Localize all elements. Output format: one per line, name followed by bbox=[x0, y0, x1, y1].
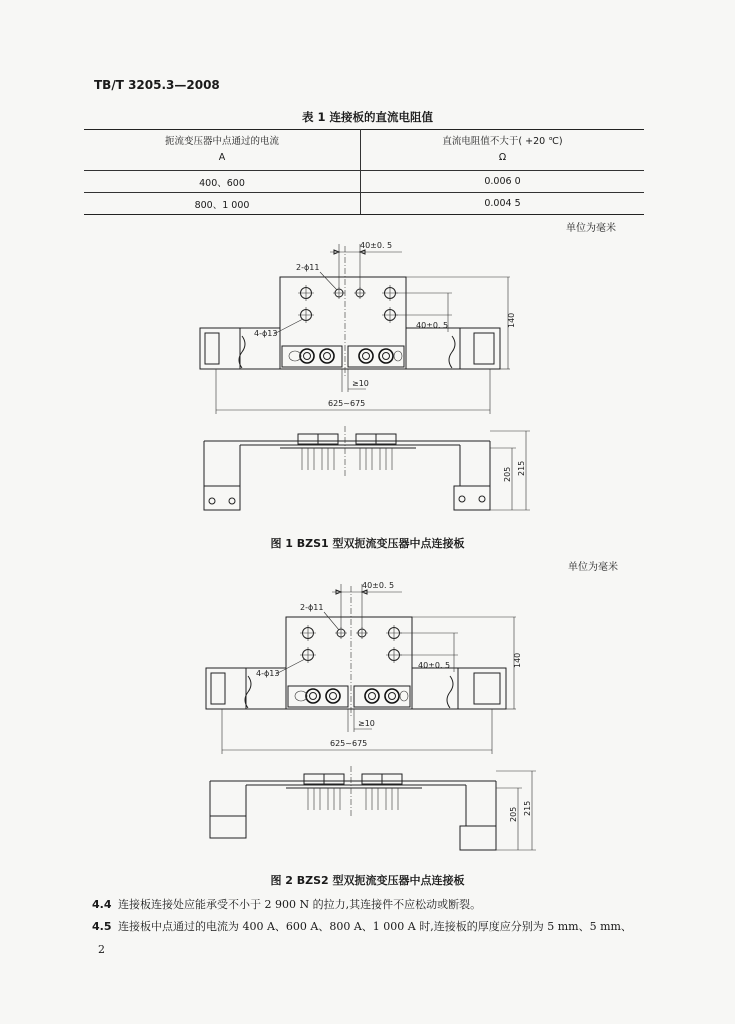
center-plate bbox=[280, 277, 406, 369]
dim-height: 140 bbox=[513, 652, 522, 668]
clause-text: 连接板连接处应能承受不小于 2 900 N 的拉力,其连接件不应松动或断裂。 bbox=[118, 898, 482, 911]
header-current-unit: A bbox=[218, 152, 226, 163]
figure-2-top-view bbox=[206, 581, 522, 754]
figure-1-drawing bbox=[190, 236, 540, 516]
dim-h2: 215 bbox=[517, 460, 526, 476]
dim-h1: 205 bbox=[503, 466, 512, 482]
page-number: 2 bbox=[98, 943, 105, 956]
figure-1-caption: 图 1 BZS1 型双扼流变压器中点连接板 bbox=[270, 537, 465, 550]
figure-1-side-view bbox=[204, 426, 530, 510]
clause-number: 4.4 bbox=[92, 898, 112, 911]
table-row bbox=[84, 171, 644, 193]
dim-hole-spacing: 40±0. 5 bbox=[360, 241, 393, 250]
unit-note-2: 单位为毫米 bbox=[568, 562, 618, 573]
clause-4-4 bbox=[92, 896, 712, 912]
dim-vertical-spacing: 40±0. 5 bbox=[416, 321, 449, 330]
dim-h2: 215 bbox=[523, 800, 532, 816]
dim-gap: ≥10 bbox=[352, 379, 369, 388]
dim-h1: 205 bbox=[509, 806, 518, 822]
table-header-row bbox=[84, 130, 644, 171]
dim-large-holes: 4-ϕ13 bbox=[254, 329, 278, 338]
figure-1-top-view bbox=[200, 241, 516, 414]
figure-2-drawing bbox=[196, 576, 546, 856]
table-header-resistance bbox=[361, 130, 645, 171]
table-cell-current: 400、600 bbox=[84, 171, 361, 193]
header-current-label: 扼流变压器中点通过的电流 bbox=[164, 136, 279, 147]
dim-gap: ≥10 bbox=[358, 719, 375, 728]
table-header-current bbox=[84, 130, 361, 171]
center-plate bbox=[286, 617, 412, 709]
dim-small-holes: 2-ϕ11 bbox=[296, 263, 320, 272]
left-terminal-block bbox=[200, 328, 240, 369]
standard-header: TB/T 3205.3—2008 bbox=[94, 78, 220, 92]
table-cell-resistance: 0.004 5 bbox=[361, 193, 645, 215]
dim-length: 625~675 bbox=[330, 739, 368, 748]
header-resistance-unit: Ω bbox=[498, 152, 507, 163]
clause-text: 连接板中点通过的电流为 400 A、600 A、800 A、1 000 A 时,连接板的厚度应分别为 5 mm、5 mm、 bbox=[118, 920, 632, 933]
right-break-mark bbox=[449, 336, 455, 368]
dim-length: 625~675 bbox=[328, 399, 366, 408]
dim-vertical-spacing: 40±0. 5 bbox=[418, 661, 451, 670]
figure-2-caption: 图 2 BZS2 型双扼流变压器中点连接板 bbox=[270, 874, 465, 887]
header-resistance-label: 直流电阻值不大于( +20 ℃) bbox=[442, 136, 563, 147]
table-cell-current: 800、1 000 bbox=[84, 193, 361, 215]
dim-hole-spacing: 40±0. 5 bbox=[362, 581, 395, 590]
clause-number: 4.5 bbox=[92, 920, 112, 933]
unit-note-1: 单位为毫米 bbox=[566, 223, 616, 234]
table-row bbox=[84, 193, 644, 215]
mounting-hole-group bbox=[298, 285, 398, 323]
dim-height: 140 bbox=[507, 312, 516, 328]
table-caption: 表 1 连接板的直流电阻值 bbox=[301, 110, 433, 124]
figure-2-side-view bbox=[210, 766, 536, 850]
table-cell-resistance: 0.006 0 bbox=[361, 171, 645, 193]
dim-small-holes: 2-ϕ11 bbox=[300, 603, 324, 612]
resistance-table bbox=[84, 129, 644, 215]
clause-4-5 bbox=[92, 918, 712, 934]
dim-large-holes: 4-ϕ13 bbox=[256, 669, 280, 678]
